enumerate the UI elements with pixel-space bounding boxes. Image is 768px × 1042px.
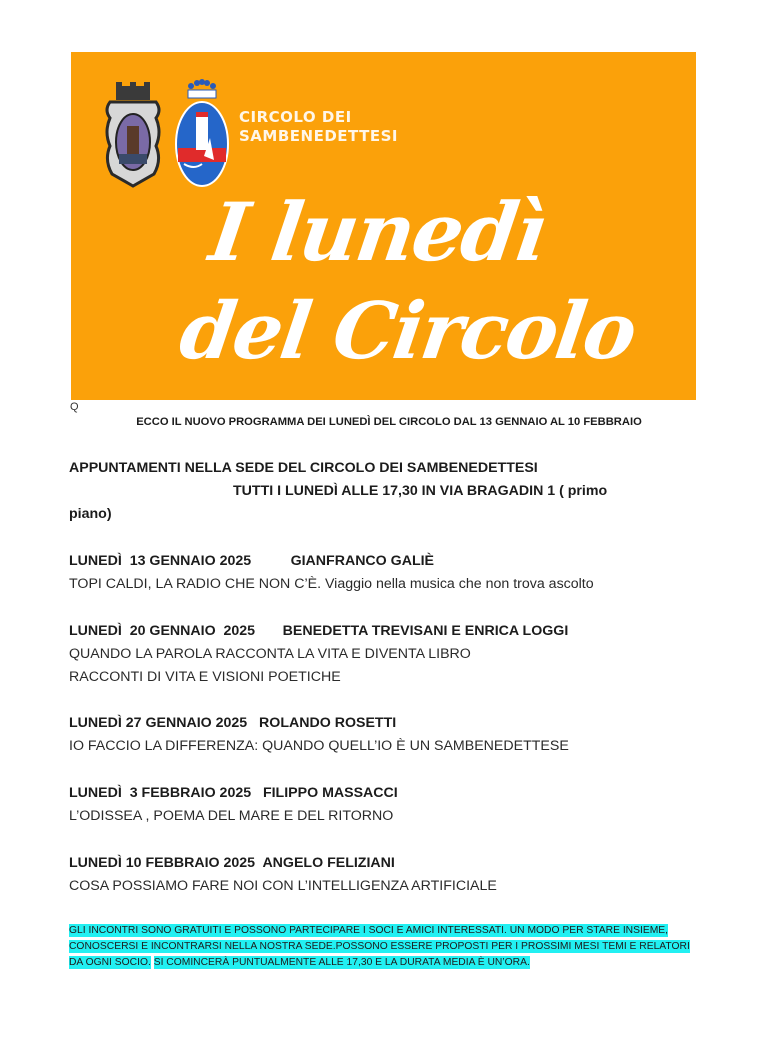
venue-line1: APPUNTAMENTI NELLA SEDE DEL CIRCOLO DEI SAMBENEDETTESI (69, 460, 538, 476)
event-speaker: ROLANDO ROSETTI (259, 715, 397, 731)
intro-heading: ECCO IL NUOVO PROGRAMMA DEI LUNEDÌ DEL CIRCOLO DAL 13 GENNAIO AL 10 FEBBRAIO (136, 416, 642, 428)
event-date: LUNEDÌ 27 GENNAIO 2025 (69, 715, 248, 731)
banner-title-line1: I lunedì (204, 185, 551, 279)
event-description: QUANDO LA PAROLA RACCONTA LA VITA E DIVENTA LIBRO (69, 646, 471, 662)
event-date: LUNEDÌ 20 GENNAIO 2025 (69, 623, 256, 639)
event-speaker: FILIPPO MASSACCI (262, 785, 398, 801)
event-date: LUNEDÌ 10 FEBBRAIO 2025 (69, 855, 256, 871)
event-description: TOPI CALDI, LA RADIO CHE NON C’È. Viaggio nella musica che non trova ascolto (69, 576, 594, 592)
event-description: COSA POSSIAMO FARE NOI CON L’INTELLIGENZA ARTIFICIALE (69, 878, 497, 894)
org-name-line2: SAMBENEDETTESI (239, 127, 398, 145)
venue-info (69, 457, 709, 526)
city-coat-of-arms-icon (104, 82, 162, 190)
event-title (69, 782, 709, 805)
event-item (69, 620, 709, 689)
event-date: LUNEDÌ 13 GENNAIO 2025 (69, 553, 252, 569)
note-line2: CONOSCERSI E INCONTRARSI NELLA NOSTRA SEDE.POSSONO ESSERE PROPOSTI PER I PROSSIMI MESI TEMI E RELATORI (69, 941, 690, 952)
organization-name (239, 108, 398, 146)
circolo-crest-icon (174, 78, 230, 190)
org-name-line1: CIRCOLO DEI (239, 108, 352, 126)
event-gap (251, 785, 263, 801)
stray-character: Q (70, 401, 79, 413)
event-gap (247, 715, 259, 731)
event-date: LUNEDÌ 3 FEBBRAIO 2025 (69, 785, 252, 801)
event-speaker: BENEDETTA TREVISANI E ENRICA LOGGI (282, 623, 569, 639)
event-description: RACCONTI DI VITA E VISIONI POETICHE (69, 669, 341, 685)
event-item (69, 550, 709, 596)
banner-title-line2: del Circolo (174, 286, 641, 377)
event-description: IO FACCIO LA DIFFERENZA: QUANDO QUELL’IO È UN SAMBENEDETTESE (69, 738, 569, 754)
venue-line3: piano) (69, 506, 112, 522)
highlighted-note (69, 923, 699, 971)
event-item (69, 852, 709, 898)
note-line3a: DA OGNI SOCIO. (69, 957, 151, 968)
event-item (69, 782, 709, 828)
event-description: L’ODISSEA , POEMA DEL MARE E DEL RITORNO (69, 808, 394, 824)
venue-line2: TUTTI I LUNEDÌ ALLE 17,30 IN VIA BRAGADIN 1 ( primo (233, 483, 608, 499)
event-speaker: GIANFRANCO GALIÈ (290, 553, 435, 569)
event-item (69, 712, 709, 758)
event-gap (251, 553, 290, 569)
header-banner (71, 52, 696, 400)
event-gap (255, 623, 283, 639)
event-title (69, 620, 709, 643)
note-line3b: SI COMINCERÀ PUNTUALMENTE ALLE 17,30 E LA DURATA MEDIA È UN’ORA. (153, 957, 530, 968)
note-line1: GLI INCONTRI SONO GRATUITI E POSSONO PARTECIPARE I SOCI E AMICI INTERESSATI. UN MODO PER STARE INSIEME, (69, 925, 669, 936)
event-title (69, 852, 709, 875)
event-title (69, 712, 709, 735)
event-speaker: ANGELO FELIZIANI (262, 855, 395, 871)
event-title (69, 550, 709, 573)
